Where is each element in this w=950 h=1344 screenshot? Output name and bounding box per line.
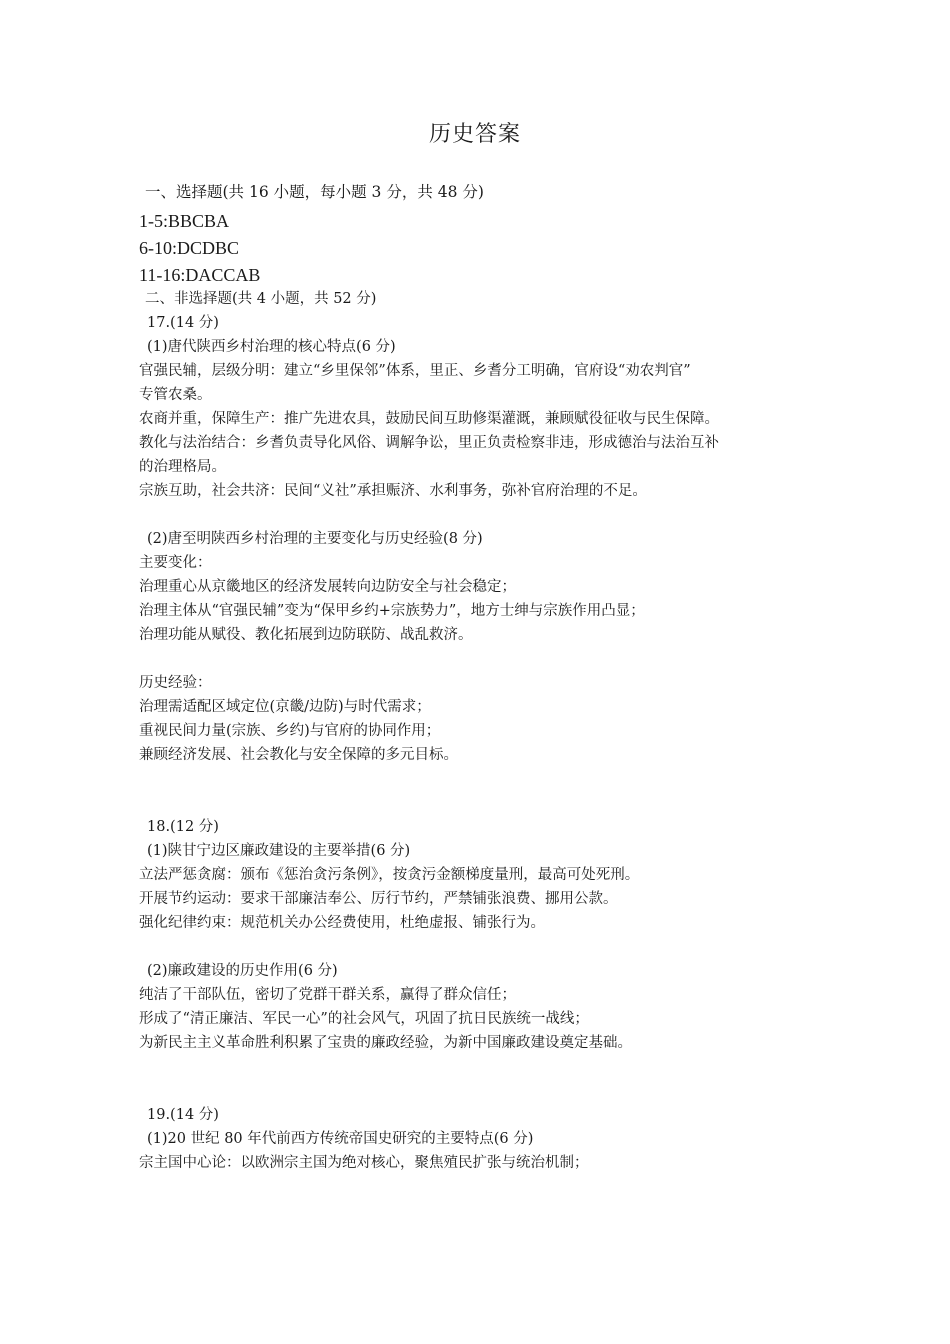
text-line: 治理重心从京畿地区的经济发展转向边防安全与社会稳定； [139, 579, 516, 595]
text-line: 治理主体从“官强民辅”变为“保甲乡约+宗族势力”，地方士绅与宗族作用凸显； [139, 603, 645, 619]
text-line: 纯洁了干部队伍，密切了党群干群关系，赢得了群众信任； [139, 987, 516, 1003]
page-title: 历史答案 [428, 122, 521, 147]
text-line: 治理需适配区域定位(京畿/边防)与时代需求； [139, 699, 431, 715]
answer-line: 11-16:DACCAB [139, 265, 261, 285]
text-line: 形成了“清正廉洁、军民一心”的社会风气，巩固了抗日民族统一战线； [139, 1011, 589, 1027]
question-heading: 19.(14 分) [147, 1107, 219, 1123]
sub-question: (2)廉政建设的历史作用(6 分) [147, 963, 338, 979]
section-heading: 二、非选择题(共 4 小题，共 52 分) [145, 291, 377, 307]
text-line: 专管农桑。 [139, 387, 212, 403]
sub-question: (2)唐至明陕西乡村治理的主要变化与历史经验(8 分) [147, 531, 483, 547]
sub-question: (1)唐代陕西乡村治理的核心特点(6 分) [147, 339, 396, 355]
text-line: 官强民辅，层级分明：建立“乡里保邻”体系，里正、乡耆分工明确，官府设“劝农判官” [139, 363, 691, 379]
sub-question: (1)陕甘宁边区廉政建设的主要举措(6 分) [147, 843, 411, 859]
section-heading: 一、选择题(共 16 小题，每小题 3 分，共 48 分) [145, 183, 484, 201]
text-line: 开展节约运动：要求干部廉洁奉公、厉行节约，严禁铺张浪费、挪用公款。 [139, 891, 618, 907]
text-line: 兼顾经济发展、社会教化与安全保障的多元目标。 [139, 747, 458, 763]
text-line: 治理功能从赋役、教化拓展到边防联防、战乱救济。 [139, 627, 473, 643]
text-line: 宗族互助，社会共济：民间“义社”承担赈济、水利事务，弥补官府治理的不足。 [139, 483, 647, 499]
text-line: 立法严惩贪腐：颁布《惩治贪污条例》，按贪污金额梯度量刑，最高可处死刑。 [139, 867, 640, 883]
text-line: 为新民主主义革命胜利积累了宝贵的廉政经验，为新中国廉政建设奠定基础。 [139, 1035, 632, 1051]
text-line: 重视民间力量(宗族、乡约)与官府的协同作用； [139, 723, 441, 739]
text-line: 历史经验： [139, 675, 212, 691]
answer-line: 6-10:DCDBC [139, 238, 240, 258]
text-line: 强化纪律约束：规范机关办公经费使用，杜绝虚报、铺张行为。 [139, 915, 545, 931]
answer-line: 1-5:BBCBA [139, 211, 230, 231]
sub-question: (1)20 世纪 80 年代前西方传统帝国史研究的主要特点(6 分) [147, 1131, 534, 1147]
text-line: 农商并重，保障生产：推广先进农具，鼓励民间互助修渠灌溉，兼顾赋役征收与民生保障。 [139, 411, 719, 427]
question-heading: 17.(14 分) [147, 315, 219, 331]
text-line: 主要变化： [139, 555, 212, 571]
question-heading: 18.(12 分) [147, 819, 219, 835]
text-line: 宗主国中心论：以欧洲宗主国为绝对核心，聚焦殖民扩张与统治机制； [139, 1155, 589, 1171]
text-line: 教化与法治结合：乡耆负责导化风俗、调解争讼，里正负责检察非违，形成德治与法治互补 [139, 435, 719, 451]
text-line: 的治理格局。 [139, 459, 226, 475]
